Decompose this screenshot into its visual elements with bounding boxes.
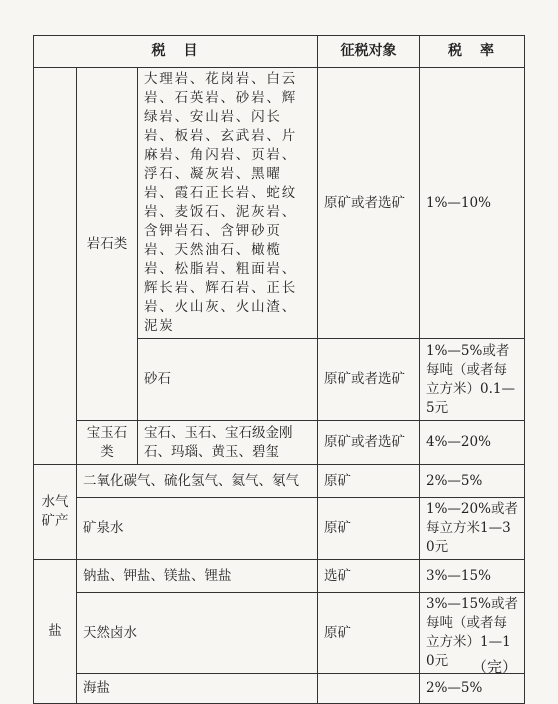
rate-cell: 2%—5% (420, 465, 525, 498)
end-mark: （完） (472, 658, 518, 676)
rate-cell: 1%—5%或者每吨（或者每立方米）0.1—5元 (420, 339, 525, 421)
rate-cell: 3%—15%或者每吨（或者每立方米）1—10元 (420, 593, 525, 674)
object-cell: 原矿 (318, 593, 420, 674)
table-row (34, 465, 525, 498)
item-cell: 二氧化碳气、硫化氢气、氦气、氡气 (77, 465, 318, 498)
category-salt: 盐 (34, 560, 77, 704)
subcategory-rock: 岩石类 (77, 68, 138, 421)
header-object: 征税对象 (318, 36, 420, 68)
table-row (34, 674, 525, 704)
rate-cell: 3%—15% (420, 560, 525, 593)
category-cell-blank (34, 68, 77, 465)
table-row (34, 498, 525, 560)
header-rate: 税 率 (420, 36, 525, 68)
item-cell: 海盐 (77, 674, 318, 704)
object-cell: 原矿或者选矿 (318, 421, 420, 465)
item-cell: 矿泉水 (77, 498, 318, 560)
table-row (34, 68, 525, 339)
item-cell: 天然卤水 (77, 593, 318, 674)
rate-cell: 1%—10% (420, 68, 525, 339)
table-header-row (34, 36, 525, 68)
object-cell (318, 674, 420, 704)
object-cell: 原矿 (318, 498, 420, 560)
object-cell: 原矿或者选矿 (318, 339, 420, 421)
table-row (34, 421, 525, 465)
table-row (34, 593, 525, 674)
item-cell: 砂石 (138, 339, 318, 421)
rate-cell: 1%—20%或者每立方米1—30元 (420, 498, 525, 560)
object-cell: 选矿 (318, 560, 420, 593)
table-row (34, 560, 525, 593)
resource-tax-table (33, 35, 525, 704)
item-cell: 宝石、玉石、宝石级金刚石、玛瑙、黄玉、碧玺 (138, 421, 318, 465)
object-cell: 原矿 (318, 465, 420, 498)
category-water-gas: 水气矿产 (34, 465, 77, 560)
header-item: 税 目 (34, 36, 318, 68)
rate-cell: 2%—5% (420, 674, 525, 704)
object-cell: 原矿或者选矿 (318, 68, 420, 339)
rate-cell: 4%—20% (420, 421, 525, 465)
item-cell: 大理岩、花岗岩、白云岩、石英岩、砂岩、辉绿岩、安山岩、闪长岩、板岩、玄武岩、片麻岩、角闪岩、页岩、浮石、凝灰岩、黑曜岩、霞石正长岩、蛇纹岩、麦饭石、泥灰岩、含钾岩石、含钾砂页岩、天然油石、橄榄岩、松脂岩、粗面岩、辉长岩、辉石岩、正长岩、火山灰、火山渣、泥炭 (138, 68, 318, 339)
item-cell: 钠盐、钾盐、镁盐、锂盐 (77, 560, 318, 593)
subcategory-gem: 宝玉石类 (77, 421, 138, 465)
